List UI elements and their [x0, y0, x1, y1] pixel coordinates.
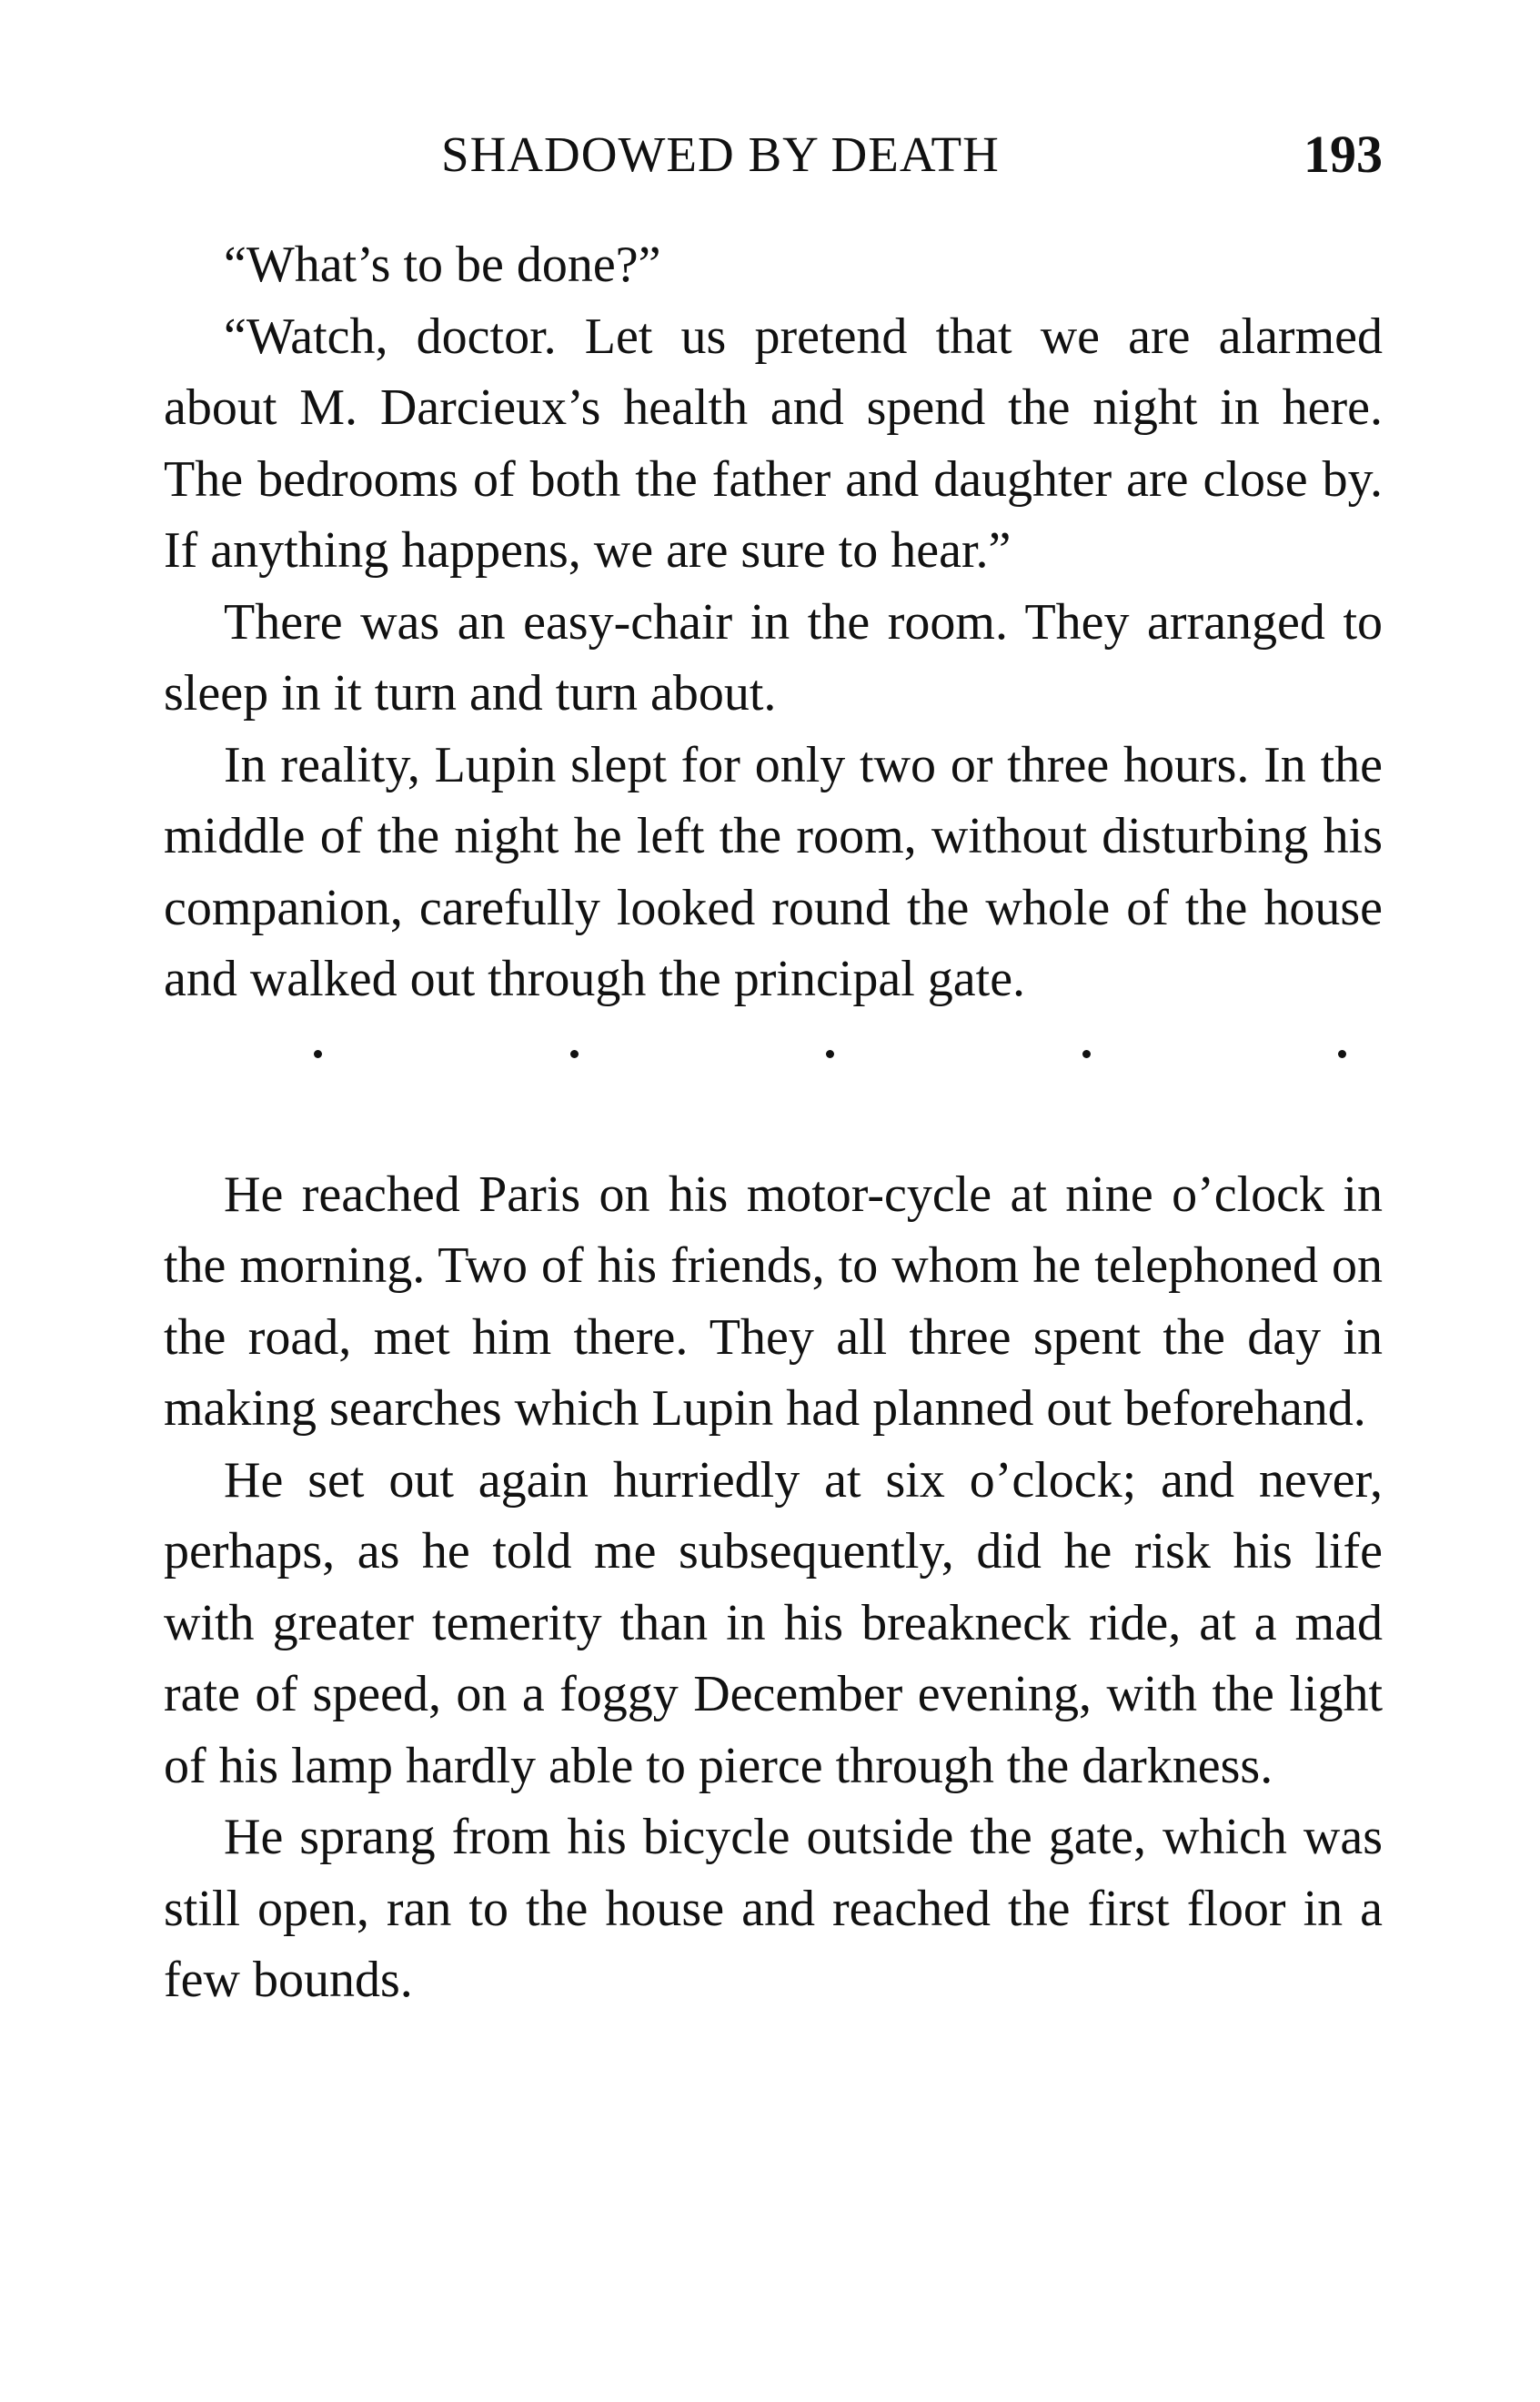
ornament-dot [826, 1050, 834, 1058]
body-text [164, 229, 1383, 2016]
page-number: 193 [1303, 125, 1383, 184]
running-title: SHADOWED BY DEATH [441, 126, 1000, 182]
section-break [164, 1015, 1383, 1159]
paragraph: There was an easy-chair in the room. They arranged to sleep in it turn and turn about. [164, 593, 1383, 722]
running-header [164, 118, 1383, 191]
paragraph: He set out again hurriedly at six o’clock; and never, perhaps, as he told me subsequently, did he risk his life with greater temerity than in his breakneck ride, at a mad rate of speed, on a foggy December evening, with the light of his lamp hardly able to pierce through the darkness. [164, 1451, 1383, 1794]
paragraph: He sprang from his bicycle outside the gate, which was still open, ran to the house and reached the first floor in a few bounds. [164, 1809, 1383, 2008]
ornament-dot [1338, 1050, 1346, 1058]
paragraph: “Watch, doctor. Let us pretend that we are alarmed about M. Darcieux’s health and spend the night in here. The bedrooms of both the father and daughter are close by. If anything happens, we are sure to hear.” [164, 308, 1383, 579]
ornament-dot [314, 1050, 322, 1058]
ornament-dot [570, 1050, 579, 1058]
ornament-dot [1082, 1050, 1091, 1058]
paragraph: He reached Paris on his motor-cycle at nine o’clock in the morning. Two of his friends, to whom he telephoned on the road, met him there. They all three spent the day in making searches which Lupin had planned out beforehand. [164, 1166, 1383, 1437]
paragraph: In reality, Lupin slept for only two or three hours. In the middle of the night he left the room, without disturbing his companion, carefully looked round the whole of the house and walked out through the principal gate. [164, 736, 1383, 1007]
section-break-dots [314, 1050, 1346, 1058]
paragraph: “What’s to be done?” [224, 237, 661, 293]
